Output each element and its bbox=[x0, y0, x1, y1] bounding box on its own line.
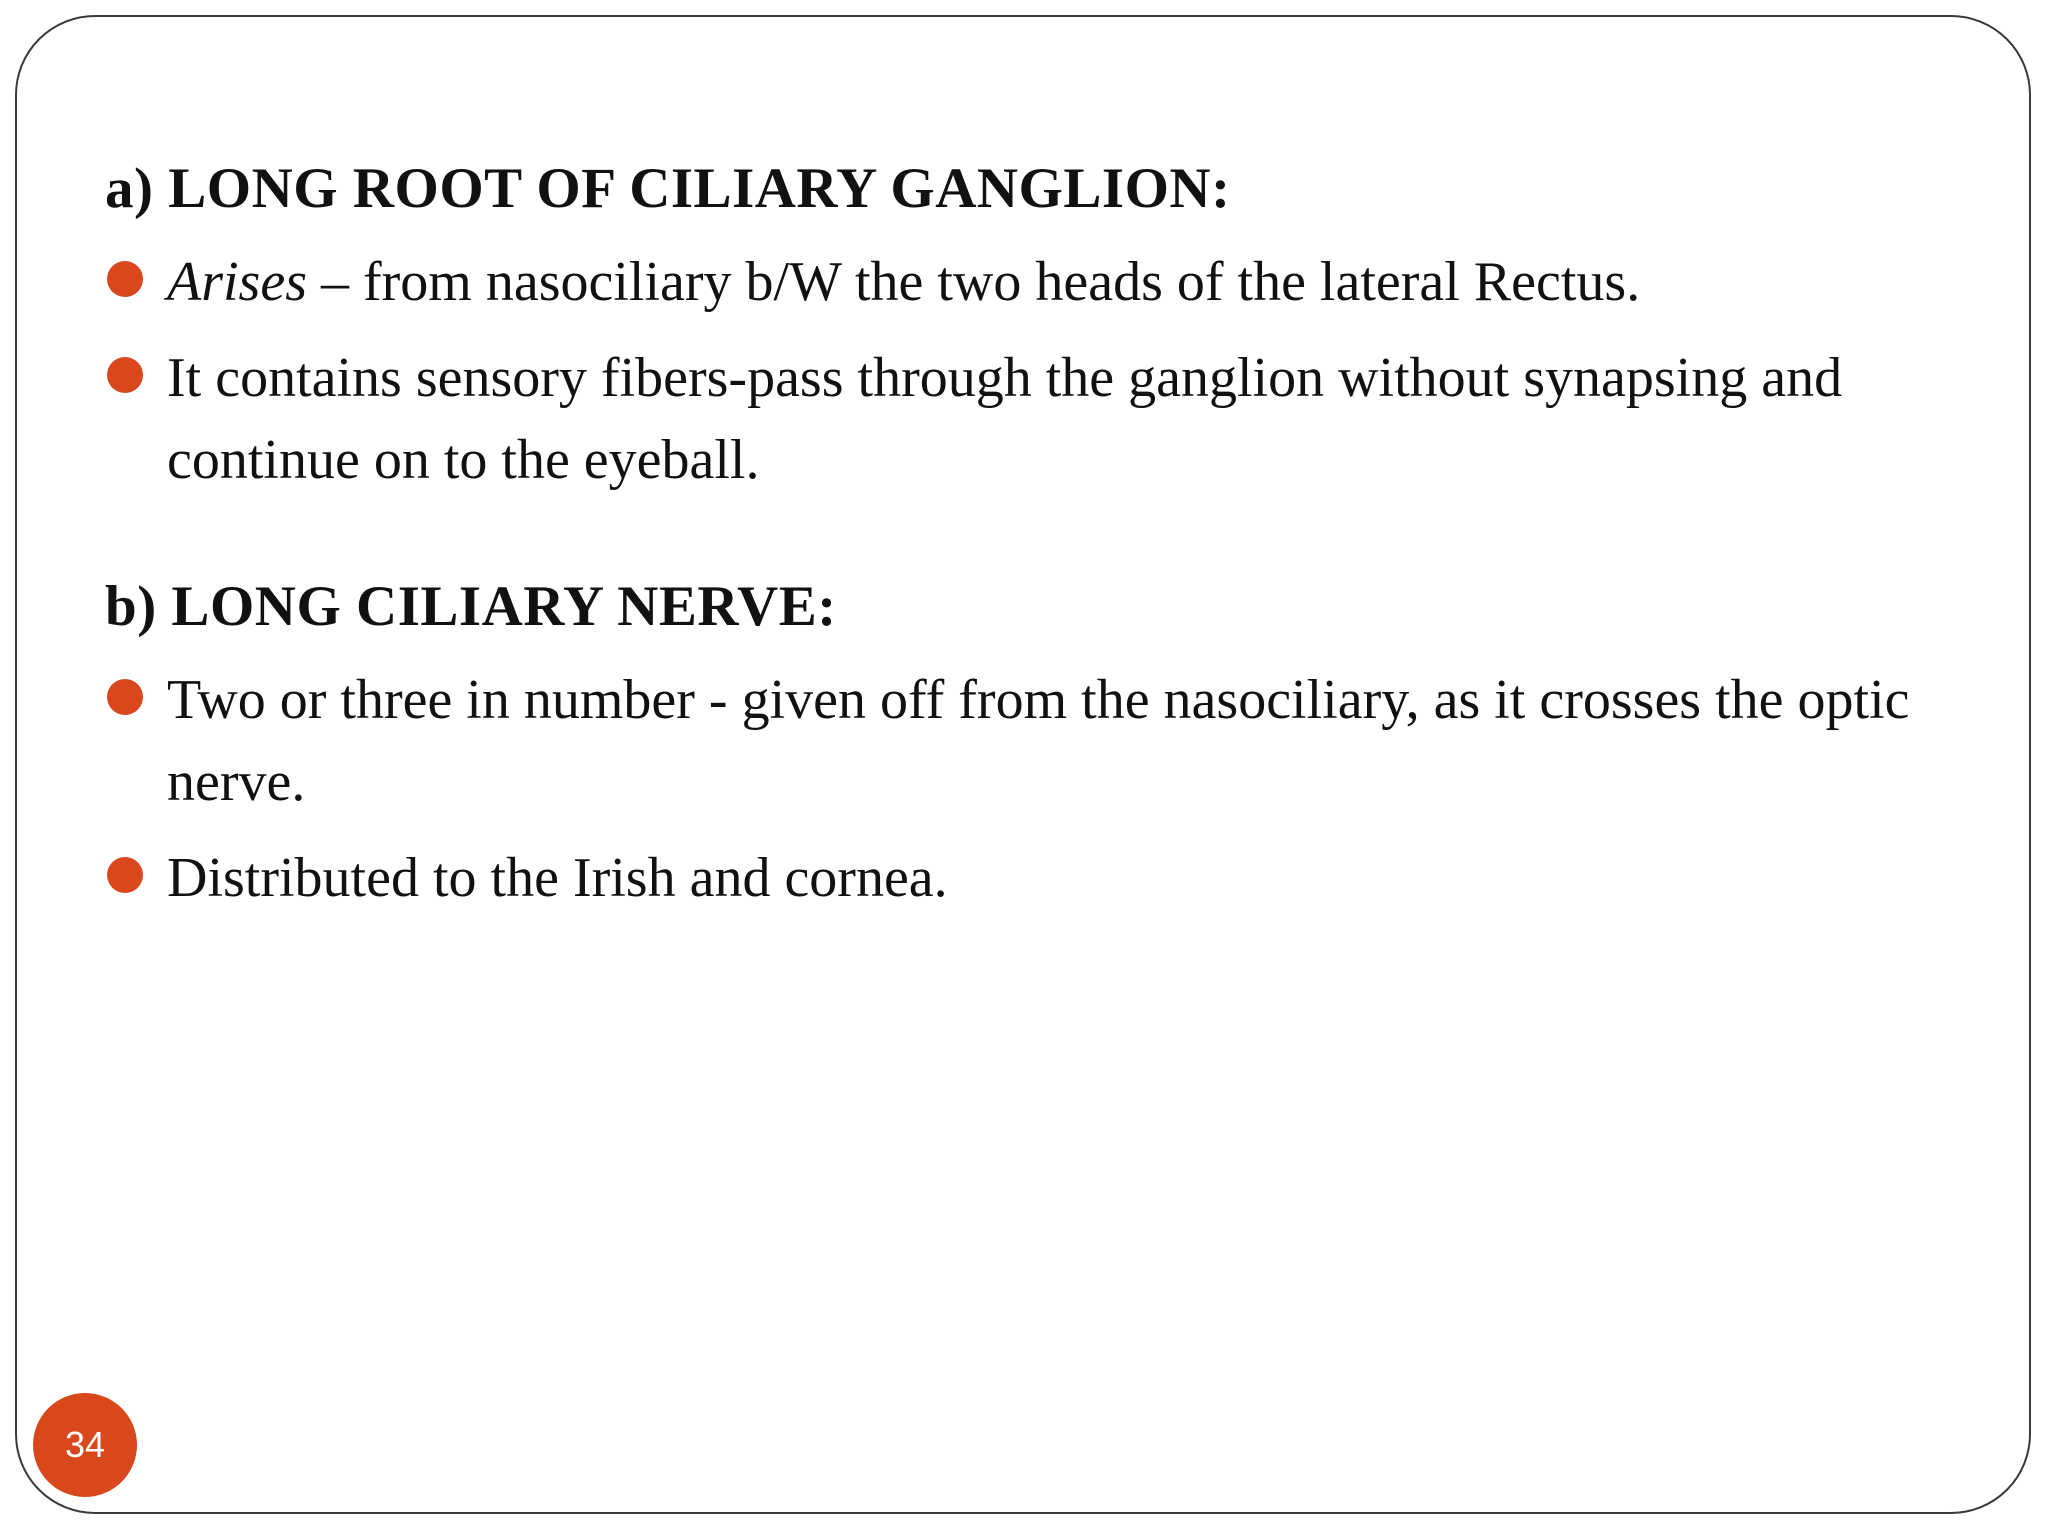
bullet-dot-icon bbox=[107, 679, 143, 715]
bullet-dot-icon bbox=[107, 261, 143, 297]
section-a-bullet-1 bbox=[105, 241, 1955, 323]
slide-content bbox=[105, 155, 1955, 933]
bullet-text: Distributed to the Irish and cornea. bbox=[167, 847, 948, 909]
section-b-heading: b) LONG CILIARY NERVE: bbox=[105, 575, 837, 638]
bullet-dot-icon bbox=[107, 357, 143, 393]
section-a-heading: a) LONG ROOT OF CILIARY GANGLION: bbox=[105, 157, 1231, 220]
section-b-bullet-2 bbox=[105, 837, 1955, 919]
section-a-bullet-2 bbox=[105, 337, 1955, 501]
page-number-badge: 34 bbox=[33, 1393, 137, 1497]
bullet-text: Two or three in number - given off from the nasociliary, as it crosses the optic nerve. bbox=[167, 669, 1910, 813]
section-b-bullet-1 bbox=[105, 659, 1955, 823]
bullet-text: It contains sensory fibers-pass through the ganglion without synapsing and continue on to the eyeball. bbox=[167, 347, 1843, 491]
bullet-text: – from nasociliary b/W the two heads of the lateral Rectus. bbox=[307, 251, 1641, 313]
bullet-lead-italic: Arises bbox=[167, 251, 307, 313]
bullet-dot-icon bbox=[107, 857, 143, 893]
